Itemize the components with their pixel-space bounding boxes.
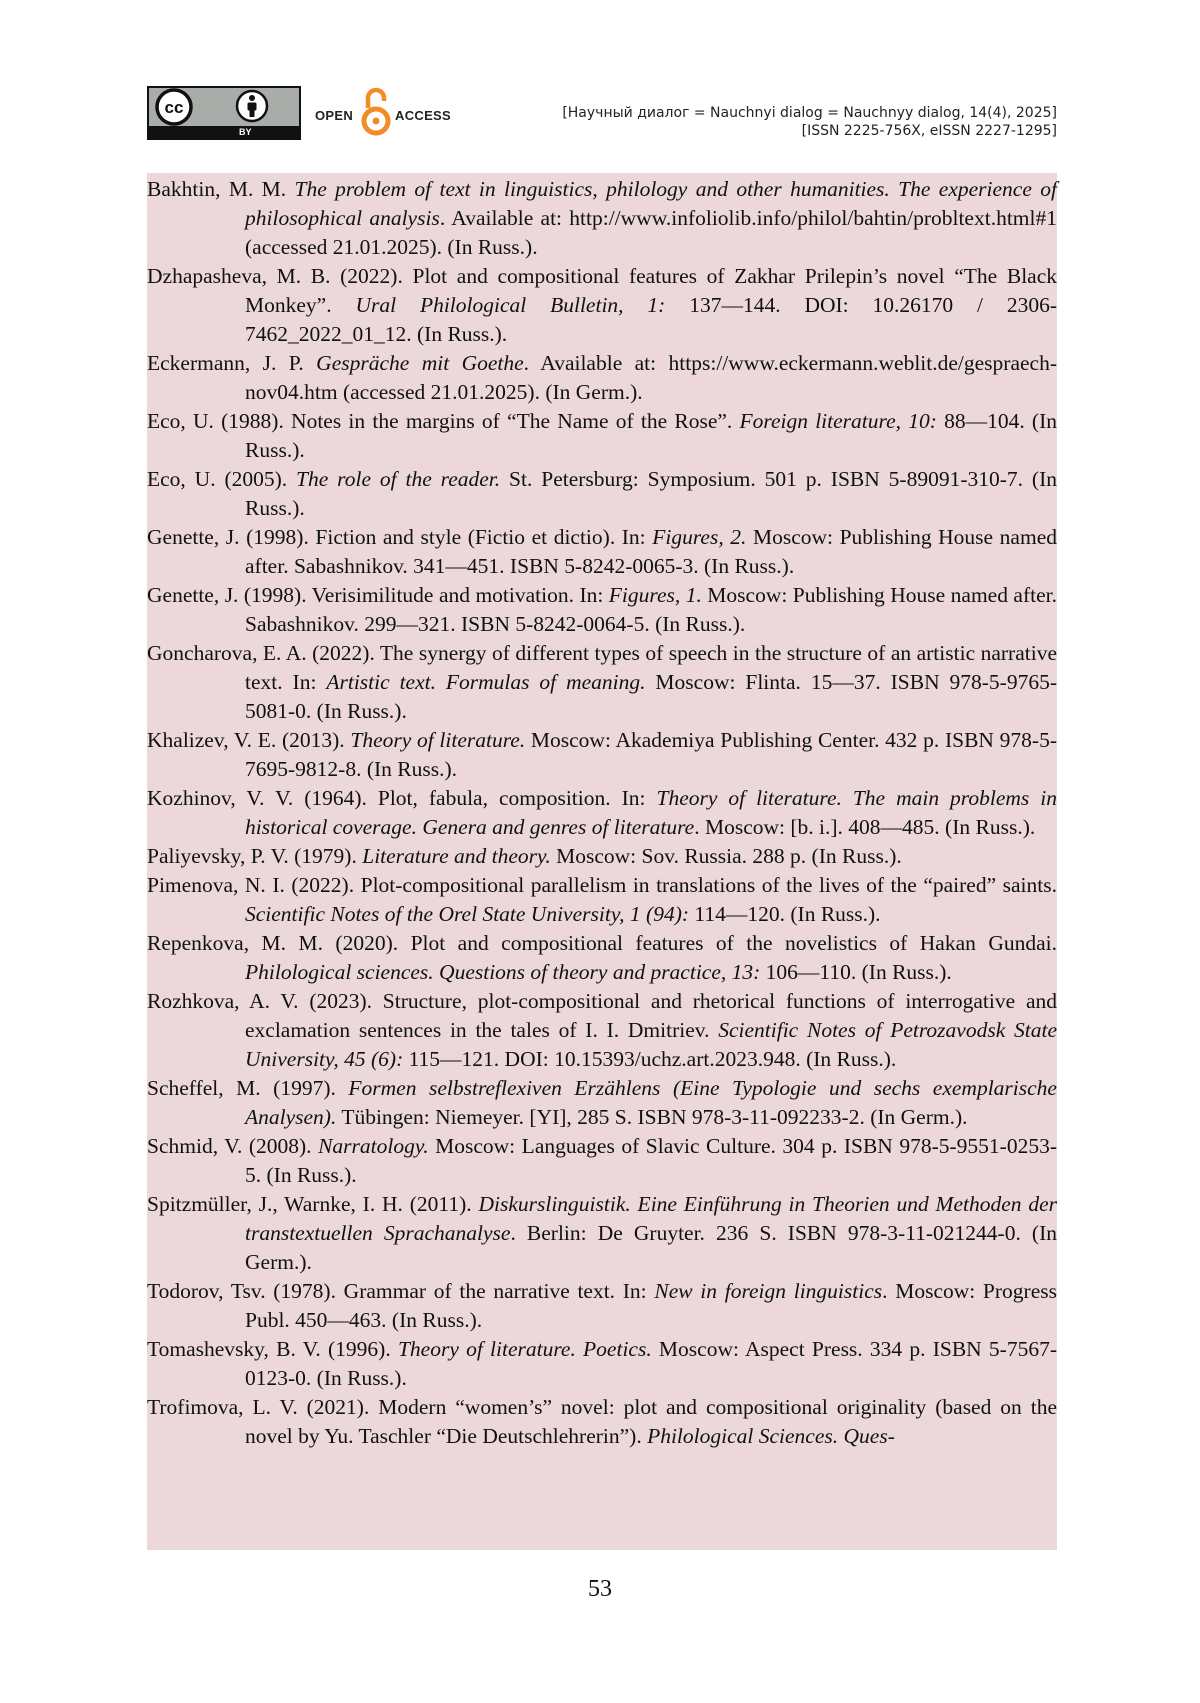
- reference-italic-title: Foreign literature, 10:: [740, 409, 937, 433]
- cc-by-license-badge[interactable]: [147, 86, 301, 140]
- reference-text: Rozhkova, A. V. (2023). Structure, plot-compositional and rhetorical functions of interrogative and exclamation sentences in the tales of I. I. Dmitriev.: [147, 989, 1057, 1042]
- reference-entry: [147, 262, 1057, 349]
- reference-italic-title: Literature and theory.: [362, 844, 551, 868]
- reference-entry: [147, 175, 1057, 262]
- reference-text: Goncharova, E. A. (2022). The synergy of different types of speech in the structure of an artistic narrative text. In:: [147, 641, 1057, 694]
- reference-text: Eco, U. (2005).: [147, 467, 296, 491]
- reference-italic-title: Narratology.: [318, 1134, 429, 1158]
- reference-text: Moscow: Aspect Press. 334 p. ISBN 5-7567-0123-0. (In Russ.).: [245, 1337, 1057, 1390]
- reference-italic-title: Diskurslinguistik. Eine Einführung in Theorien und Methoden der transtextuellen Sprachanalyse: [245, 1192, 1057, 1245]
- reference-entry: [147, 1393, 1057, 1451]
- reference-text: Dzhapasheva, M. B. (2022). Plot and compositional features of Zakhar Prilepin’s novel “The Black Monkey”.: [147, 264, 1057, 317]
- open-access-logo[interactable]: [315, 86, 465, 140]
- reference-text: Schmid, V. (2008).: [147, 1134, 318, 1158]
- reference-italic-title: New in foreign linguistics: [654, 1279, 882, 1303]
- reference-italic-title: Scientific Notes of the Orel State University, 1 (94):: [245, 902, 689, 926]
- reference-text: Eckermann, J. P.: [147, 351, 316, 375]
- reference-entry: [147, 581, 1057, 639]
- open-word: OPEN: [315, 108, 353, 123]
- reference-text: Moscow: Publishing House named after. Sabashnikov. 299—321. ISBN 5-8242-0064-5. (In Russ.).: [245, 583, 1057, 636]
- journal-issn: [ISSN 2225-756X, eISSN 2227-1295]: [562, 122, 1057, 140]
- reference-text: Eco, U. (1988). Notes in the margins of “The Name of the Rose”.: [147, 409, 740, 433]
- reference-text: Genette, J. (1998). Verisimilitude and motivation. In:: [147, 583, 609, 607]
- reference-text: Genette, J. (1998). Fiction and style (Fictio et dictio). In:: [147, 525, 652, 549]
- reference-text: Trofimova, L. V. (2021). Modern “women’s” novel: plot and compositional originality (based on the novel by Yu. Taschler “Die Deutschlehrerin”).: [147, 1395, 1057, 1448]
- access-word: ACCESS: [395, 108, 451, 123]
- reference-entry: [147, 639, 1057, 726]
- reference-italic-title: The problem of text in linguistics, philology and other humanities. The experience of philosophical analysis: [245, 177, 1057, 230]
- reference-entry: [147, 1277, 1057, 1335]
- reference-text: Todorov, Tsv. (1978). Grammar of the narrative text. In:: [147, 1279, 654, 1303]
- reference-italic-title: Philological sciences. Questions of theory and practice, 13:: [245, 960, 760, 984]
- reference-text: 137—144. DOI: 10.26170 / 2306-7462_2022_01_12. (In Russ.).: [245, 293, 1057, 346]
- reference-entry: [147, 523, 1057, 581]
- reference-italic-title: Ural Philological Bulletin, 1:: [355, 293, 665, 317]
- creative-commons-icon: [154, 87, 194, 127]
- reference-entry: [147, 1335, 1057, 1393]
- cc-text: cc: [165, 98, 184, 117]
- reference-text: . Moscow: Progress Publ. 450—463. (In Russ.).: [245, 1279, 1057, 1332]
- reference-entry: [147, 842, 1057, 871]
- reference-text: 88—104. (In Russ.).: [245, 409, 1057, 462]
- reference-text: Khalizev, V. E. (2013).: [147, 728, 350, 752]
- open-access-lock-icon: [361, 86, 391, 138]
- reference-italic-title: Artistic text. Formulas of meaning.: [326, 670, 645, 694]
- reference-text: . Moscow: [b. i.]. 408—485. (In Russ.).: [694, 815, 1035, 839]
- reference-entry: [147, 1132, 1057, 1190]
- reference-text: Moscow: Publishing House named after. Sabashnikov. 341—451. ISBN 5-8242-0065-3. (In Russ.).: [245, 525, 1057, 578]
- reference-italic-title: Formen selbstreflexiven Erzählens (Eine Typologie und sechs exemplarische Analysen).: [245, 1076, 1057, 1129]
- reference-italic-title: Scientific Notes of Petrozavodsk State University, 45 (6):: [245, 1018, 1057, 1071]
- reference-text: 106—110. (In Russ.).: [760, 960, 952, 984]
- reference-entry: [147, 871, 1057, 929]
- attribution-person-icon: [235, 89, 269, 123]
- reference-italic-title: Figures, 1.: [609, 583, 702, 607]
- reference-italic-title: Theory of literature.: [350, 728, 525, 752]
- reference-entry: [147, 1074, 1057, 1132]
- reference-text: Repenkova, M. M. (2020). Plot and compositional features of the novelistics of Hakan Gundai.: [147, 931, 1057, 955]
- reference-italic-title: The role of the reader.: [296, 467, 500, 491]
- reference-list: [147, 173, 1057, 1550]
- reference-text: . Available at: https://www.eckermann.weblit.de/gespraech-nov04.htm (accessed 21.01.2025). (In Germ.).: [245, 351, 1057, 404]
- reference-text: Pimenova, N. I. (2022). Plot-compositional parallelism in translations of the lives of the “paired” saints.: [147, 873, 1057, 897]
- reference-entry: [147, 784, 1057, 842]
- reference-text: Scheffel, M. (1997).: [147, 1076, 348, 1100]
- reference-italic-title: Philological Sciences. Ques-: [647, 1424, 895, 1448]
- reference-text: Spitzmüller, J., Warnke, I. H. (2011).: [147, 1192, 478, 1216]
- reference-entry: [147, 987, 1057, 1074]
- reference-text: . Berlin: De Gruyter. 236 S. ISBN 978-3-11-021244-0. (In Germ.).: [245, 1221, 1057, 1274]
- reference-italic-title: Theory of literature. The main problems in historical coverage. Genera and genres of literature: [245, 786, 1057, 839]
- page-number: 53: [0, 1576, 1200, 1603]
- by-label: BY: [239, 126, 252, 138]
- reference-italic-title: Figures, 2.: [652, 525, 746, 549]
- reference-entry: [147, 465, 1057, 523]
- reference-entry: [147, 726, 1057, 784]
- reference-italic-title: Theory of literature. Poetics.: [398, 1337, 652, 1361]
- reference-italic-title: Gespräche mit Goethe: [316, 351, 524, 375]
- reference-text: Paliyevsky, P. V. (1979).: [147, 844, 362, 868]
- journal-info: [562, 104, 1057, 140]
- reference-text: . Available at: http://www.infoliolib.info/philol/bahtin/probltext.html#1 (accessed 21.01.2025). (In Russ.).: [245, 206, 1057, 259]
- reference-entry: [147, 407, 1057, 465]
- reference-text: Moscow: Sov. Russia. 288 p. (In Russ.).: [551, 844, 902, 868]
- journal-citation: [Научный диалог = Nauchnyi dialog = Nauchnyy dialog, 14(4), 2025]: [562, 104, 1057, 122]
- reference-entry: [147, 1190, 1057, 1277]
- reference-text: Moscow: Flinta. 15—37. ISBN 978-5-9765-5081-0. (In Russ.).: [245, 670, 1057, 723]
- by-strip: [149, 126, 299, 138]
- reference-text: Moscow: Languages of Slavic Culture. 304 p. ISBN 978-5-9551-0253-5. (In Russ.).: [245, 1134, 1057, 1187]
- reference-text: St. Petersburg: Symposium. 501 p. ISBN 5-89091-310-7. (In Russ.).: [245, 467, 1057, 520]
- reference-text: Bakhtin, M. M.: [147, 177, 295, 201]
- reference-text: 114—120. (In Russ.).: [689, 902, 881, 926]
- reference-entry: [147, 349, 1057, 407]
- reference-text: Moscow: Akademiya Publishing Center. 432 p. ISBN 978-5-7695-9812-8. (In Russ.).: [245, 728, 1057, 781]
- reference-text: Tomashevsky, B. V. (1996).: [147, 1337, 398, 1361]
- page-header: [147, 86, 1057, 142]
- reference-text: Kozhinov, V. V. (1964). Plot, fabula, composition. In:: [147, 786, 656, 810]
- reference-text: 115—121. DOI: 10.15393/uchz.art.2023.948. (In Russ.).: [403, 1047, 896, 1071]
- reference-text: Tübingen: Niemeyer. [YI], 285 S. ISBN 978-3-11-092233-2. (In Germ.).: [336, 1105, 967, 1129]
- reference-entry: [147, 929, 1057, 987]
